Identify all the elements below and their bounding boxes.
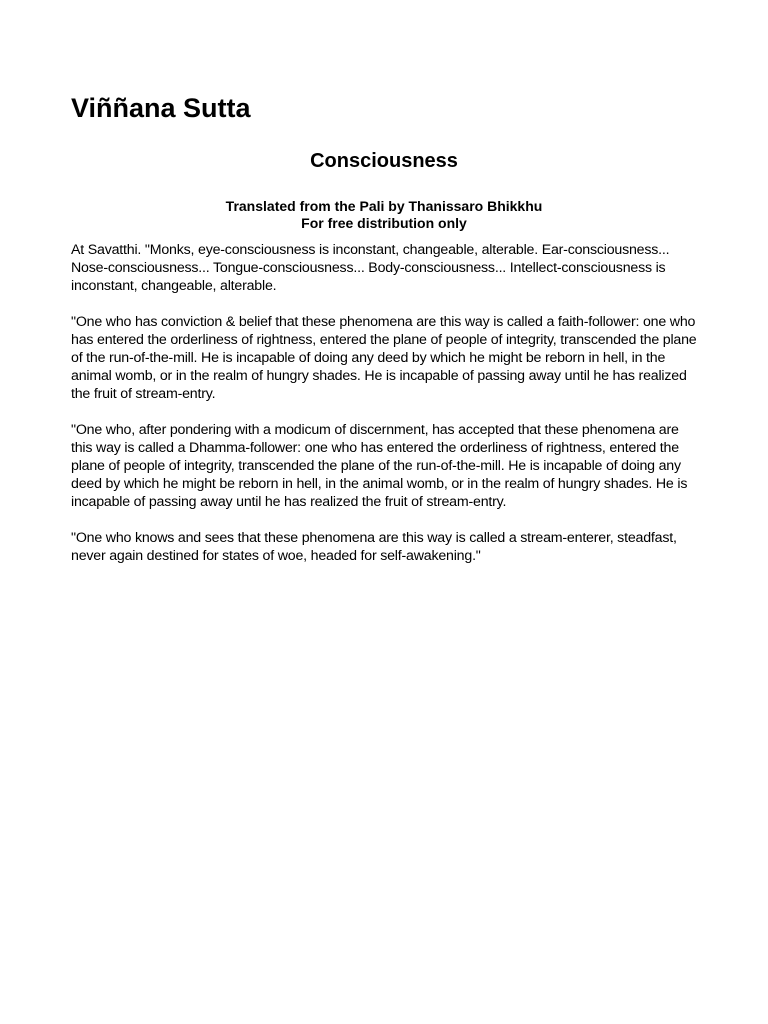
paragraph: "One who has conviction & belief that these phenomena are this way is called a faith-follower: one who has entered the orderliness of rightness, entered the plane of people of integrity, transcended the plane of the run-of-the-mill. He is incapable of doing any deed by which he might be reborn in hell, in the animal womb, or in the realm of hungry shades. He is incapable of passing away until he has realized the fruit of stream-entry. xyxy=(71,314,697,402)
document-body xyxy=(71,241,701,583)
paragraph: "One who, after pondering with a modicum of discernment, has accepted that these phenomena are this way is called a Dhamma-follower: one who has entered the orderliness of rightness, entered the plane of people of integrity, transcended the plane of the run-of-the-mill. He is incapable of doing any deed by which he might be reborn in hell, in the animal womb, or in the realm of hungry shades. He is incapable of passing away until he has realized the fruit of stream-entry. xyxy=(71,422,688,510)
document-title: Viññana Sutta xyxy=(71,93,251,123)
translator-line: Translated from the Pali by Thanissaro Bhikkhu xyxy=(225,198,543,214)
document-subtitle: Consciousness xyxy=(310,150,458,172)
translation-credit xyxy=(0,198,768,232)
paragraph: "One who knows and sees that these phenomena are this way is called a stream-enterer, steadfast, never again destined for states of woe, headed for self-awakening." xyxy=(71,530,677,564)
paragraph: At Savatthi. "Monks, eye-consciousness is inconstant, changeable, alterable. Ear-consciousness... Nose-consciousness... Tongue-consciousness... Body-consciousness... Intellect-consciousness is inconstant, changeable, alterable. xyxy=(71,242,670,294)
distribution-notice: For free distribution only xyxy=(301,215,467,231)
